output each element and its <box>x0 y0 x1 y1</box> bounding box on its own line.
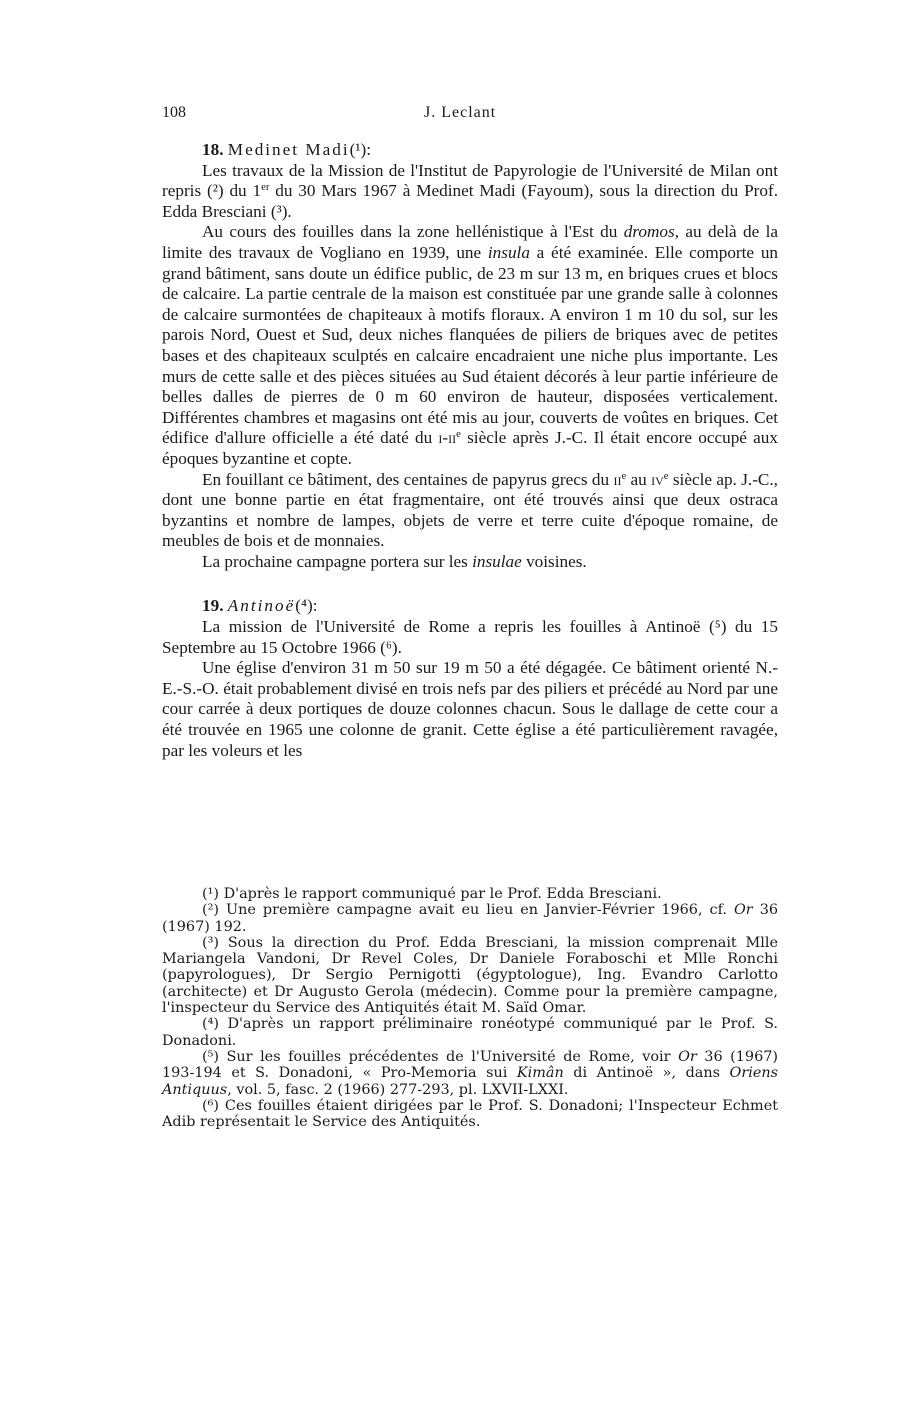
paragraph: Une église d'environ 31 m 50 sur 19 m 50 a été dégagée. Ce bâtiment orienté N.-E.-S.-O. était probablement divisé en trois nefs par des piliers et précédé au Nord par une cour carrée à deux portiques de douze colonnes chacun. Sous le dallage de cette cour a été trouvée en 1965 une colonne de granit. Cette église a été particulièrement ravagée, par les voleurs et les <box>162 658 778 760</box>
main-text <box>162 140 778 761</box>
footnote-1: (¹) D'après le rapport communiqué par le Prof. Edda Bresciani. <box>202 886 662 902</box>
page-header <box>162 104 778 128</box>
footnote-5: (⁵) Sur les fouilles précédentes de l'Université de Rome, voir Or 36 (1967) 193-194 et S. Donadoni, « Pro-Memoria sui Kimân di Antinoë », dans Oriens Antiquus, vol. 5, fasc. 2 (1966) 277-293, pl. LXVII-LXXI. <box>162 1048 779 1098</box>
footnote-6: (⁶) Ces fouilles étaient dirigées par le Prof. S. Donadoni; l'Inspecteur Echmet Adib représentait le Service des Antiquités. <box>162 1097 778 1131</box>
paragraph: En fouillant ce bâtiment, des centaines de papyrus grecs du $ii^e$ au $iv^e$ siècle ap. J.-C., dont une bonne partie en état fragmentaire, ont été trouvés ainsi que deux ostraca byzantins et nombre de lampes, objets de verre et terre cuite d'époque romaine, de meubles de bois et de monnaies. <box>162 469 778 551</box>
running-head: J. Leclant <box>424 104 497 121</box>
paragraph: Les travaux de la Mission de l'Institut de Papyrologie de l'Université de Milan ont repris (²) du 1er du 30 Mars 1967 à Medinet Madi (Fayoum), sous la direction du Prof. Edda Bresciani (³). <box>162 160 779 221</box>
section-heading-18 <box>162 140 778 161</box>
paragraph: Au cours des fouilles dans la zone hellénistique à l'Est du dromos, au delà de la limite des travaux de Vogliano en 1939, une insula a été examinée. Elle comporte un grand bâtiment, sans doute un édifice public, de 23 m sur 13 m, en briques crues et blocs de calcaire. La partie centrale de la maison est constituée par une grande salle à colonnes de calcaire surmontées de chapiteaux à motifs floraux. A environ 1 m 10 du sol, sur les parois Nord, Ouest et Sud, deux niches flanquées de piliers de briques avec de petites bases et des chapiteaux sculptés en calcaire encadraient une niche plus importante. Les murs de cette salle et des pièces situées au Sud étaient décorés à leur partie inférieure de belles dalles de pierres de 0 m 60 environ de hauteur, disposées verticalement. Différentes chambres et magasins ont été mis au jour, couverts de voûtes en briques. Cet édifice d'allure officielle a été daté du $i-ii^e$ siècle après J.-C. Il était encore occupé aux époques byzantine et copte. <box>162 222 779 468</box>
section-title: Medinet Madi <box>227 140 350 159</box>
footnotes <box>162 886 778 1130</box>
footnote-3: (³) Sous la direction du Prof. Edda Bresciani, la mission comprenait Mlle Mariangela Vandoni, Dr Revel Coles, Dr Daniele Foraboschi et Mlle Ronchi (papyrologues), Dr Sergio Pernigotti (égyptologue), Ing. Evandro Carlotto (architecte) et Dr Augusto Gerola (médecin). Comme pour la première campagne, l'inspecteur du Service des Antiquités était M. Saïd Omar. <box>162 934 778 1017</box>
section-number: 18. <box>202 140 224 159</box>
section-heading-19 <box>162 596 778 617</box>
section-number: 19. <box>202 596 224 616</box>
footnote-4: (⁴) D'après un rapport préliminaire ronéotypé communiqué par le Prof. S. Donadoni. <box>162 1016 778 1049</box>
footnote-2: (²) Une première campagne avait eu lieu en Janvier-Février 1966, cf. Or 36 (1967) 192. <box>162 902 779 935</box>
note-ref: (⁴): <box>295 596 318 616</box>
note-ref: (¹): <box>349 140 372 159</box>
page-number: 108 <box>162 104 186 121</box>
section-title: Antinoë <box>227 596 296 616</box>
paragraph: La prochaine campagne portera sur les insulae voisines. <box>202 551 587 571</box>
paragraph: La mission de l'Université de Rome a repris les fouilles à Antinoë (⁵) du 15 Septembre au 15 Octobre 1966 (⁶). <box>162 617 778 657</box>
